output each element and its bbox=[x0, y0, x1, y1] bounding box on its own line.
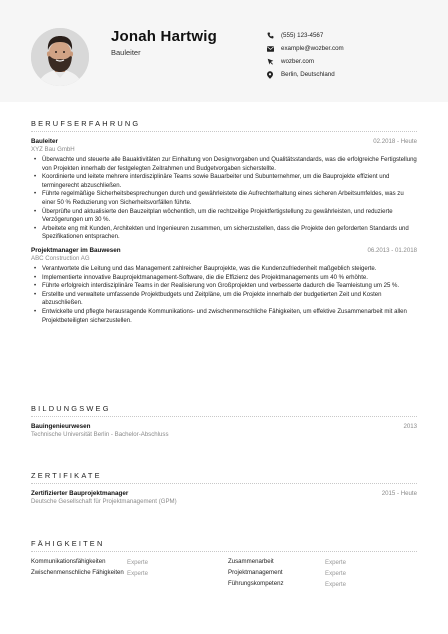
list-item: • Implementierte innovative Bauprojektmanagement-Software, die die Effizienz des Projektmanagements um 40 % erhöhte. bbox=[31, 274, 417, 283]
skill-name: Führungskompetenz bbox=[228, 580, 284, 587]
section-divider bbox=[31, 416, 417, 417]
candidate-name: Jonah Hartwig bbox=[111, 28, 217, 45]
job-position: Projektmanager im Bauwesen bbox=[31, 246, 121, 254]
job-entry bbox=[31, 138, 417, 242]
skill-name: Zwischenmenschliche Fähigkeiten bbox=[31, 569, 124, 576]
skill-level: Experte bbox=[127, 558, 149, 566]
education-section bbox=[31, 404, 417, 438]
list-item: • Führte erfolgreich interdisziplinäre Teams in der Realisierung von Großprojekten und verbesserte dadurch die Teamleistung um 25 %. bbox=[31, 282, 417, 291]
experience-section bbox=[31, 119, 417, 325]
certificate-dates: 2015 - Heute bbox=[381, 490, 417, 497]
list-item: • Erstellte und verwaltete umfassende Projektbudgets und Zeitpläne, um die Projekte innerhalb der budgetierten Zeit und Kosten abzuschließen. bbox=[31, 291, 417, 308]
education-school: Technische Universität Berlin - Bachelor-Abschluss bbox=[31, 431, 169, 438]
certificate-issuer: Deutsche Gesellschaft für Projektmanagement (GPM) bbox=[31, 498, 177, 505]
list-item: • Überprüfte und aktualisierte den Bauzeitplan wöchentlich, um die rechtzeitige Projektfertigstellung zu gewährleisten, und reduzierte Verzögerungen um 30 %. bbox=[31, 208, 417, 225]
job-company: XYZ Bau GmbH bbox=[31, 146, 75, 153]
certificates-heading: ZERTIFIKATE bbox=[31, 471, 102, 480]
contact-email-text[interactable]: example@wozber.com bbox=[281, 45, 344, 52]
skill-level: Experte bbox=[325, 569, 347, 577]
list-item: • Verantwortete die Leitung und das Management zahlreicher Bauprojekte, was die Kundenzufriedenheit maßgeblich steigerte. bbox=[31, 265, 417, 274]
contact-phone bbox=[267, 29, 344, 42]
section-divider bbox=[31, 483, 417, 484]
contact-phone-text[interactable]: (555) 123-4567 bbox=[281, 32, 324, 39]
phone-icon bbox=[267, 32, 281, 39]
job-dates: 02.2018 - Heute bbox=[373, 138, 417, 145]
job-bullets bbox=[31, 156, 417, 242]
skills-heading: FÄHIGKEITEN bbox=[31, 539, 105, 548]
list-item: • Koordinierte und leitete mehrere interdisziplinäre Teams sowie Bauarbeiter und Subunternehmer, um die Bauprojekte effizient und termingerecht abzuschließen. bbox=[31, 173, 417, 190]
section-divider bbox=[31, 551, 417, 552]
list-item: • Führte regelmäßige Sicherheitsbesprechungen durch und gewährleistete die Aufrechterhaltung eines sicheren Arbeitsumfeldes, was zu einer 50 % Reduzierung von Sicherheitsvorfällen führte. bbox=[31, 190, 417, 207]
contact-location bbox=[267, 68, 344, 81]
certificates-section bbox=[31, 471, 417, 505]
contact-info bbox=[267, 29, 344, 81]
contact-website-text[interactable]: wozber.com bbox=[281, 58, 315, 65]
contact-location-text: Berlin, Deutschland bbox=[281, 71, 335, 78]
job-company: ABC Construction AG bbox=[31, 254, 90, 262]
education-year: 2013 bbox=[403, 423, 417, 430]
list-item: • Arbeitete eng mit Kunden, Architekten und Ingenieuren zusammen, um sicherzustellen, dass die Projekte den geforderten Standards und Spezifikationen entsprachen. bbox=[31, 225, 417, 242]
experience-heading: BERUFSERFAHRUNG bbox=[31, 119, 141, 128]
map-pin-icon bbox=[267, 71, 281, 79]
certificate-name: Zertifizierter Bauprojektmanager bbox=[31, 490, 129, 497]
job-dates: 06.2013 - 01.2018 bbox=[367, 246, 417, 254]
list-item: • Überwachte und steuerte alle Bauaktivitäten zur Einhaltung von Designvorgaben und Qualitätsstandards, was die erfolgreiche Fertigstellung von Projekten innerhalb der festgelegten Zeitrahmen und Budgetvorgaben sicherstellte. bbox=[31, 156, 417, 173]
profile-photo bbox=[31, 28, 89, 86]
skills-section bbox=[31, 539, 417, 588]
skill-level: Experte bbox=[325, 580, 347, 588]
skill-level: Experte bbox=[325, 558, 347, 566]
job-entry bbox=[31, 247, 417, 325]
job-bullets bbox=[31, 265, 417, 325]
skills-grid bbox=[31, 558, 417, 588]
skill-name: Zusammenarbeit bbox=[228, 558, 274, 565]
skill-name: Kommunikationsfähigkeiten bbox=[31, 558, 106, 565]
skill-name: Projektmanagement bbox=[228, 569, 283, 576]
profile-photo-image bbox=[31, 28, 89, 86]
education-heading: BILDUNGSWEG bbox=[31, 404, 111, 413]
contact-website bbox=[267, 55, 344, 68]
contact-email bbox=[267, 42, 344, 55]
envelope-icon bbox=[267, 46, 281, 52]
education-degree: Bauingenieurwesen bbox=[31, 423, 91, 430]
skill-level: Experte bbox=[127, 569, 149, 577]
job-position: Bauleiter bbox=[31, 138, 58, 145]
list-item: • Entwickelte und pflegte herausragende Kommunikations- und zwischenmenschliche Fähigkeiten, um effektive Zusammenarbeit mit allen Projektbeteiligten sicherzustellen. bbox=[31, 308, 417, 325]
section-divider bbox=[31, 131, 417, 132]
resume-header bbox=[0, 0, 448, 102]
candidate-job-title: Bauleiter bbox=[111, 48, 141, 57]
cursor-icon bbox=[267, 58, 281, 65]
